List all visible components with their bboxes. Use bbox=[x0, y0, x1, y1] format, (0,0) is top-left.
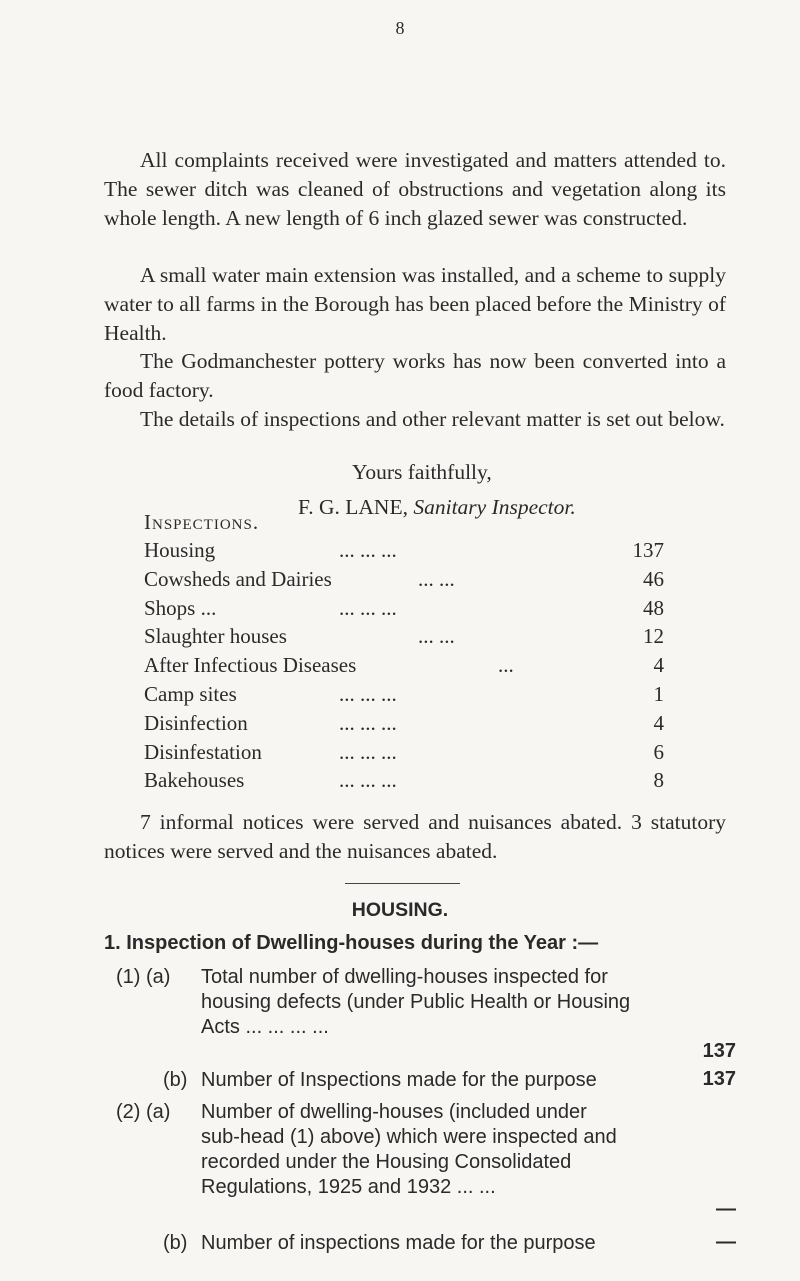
leader-dots: ... ... bbox=[418, 566, 455, 591]
inspection-label: Slaughter houses bbox=[144, 624, 287, 649]
housing-item-1a-value: 137 bbox=[702, 1040, 736, 1062]
leader-dots: ... ... ... bbox=[339, 538, 397, 562]
section-divider bbox=[345, 883, 460, 884]
housing-item-1b-number: (b) bbox=[163, 1069, 188, 1091]
inspection-value: 8 bbox=[653, 768, 664, 793]
inspection-value: 4 bbox=[653, 653, 664, 678]
housing-item-1b-value: 137 bbox=[702, 1068, 736, 1090]
inspection-value: 46 bbox=[643, 566, 664, 591]
leader-dots: ... ... ... bbox=[339, 710, 397, 735]
housing-item-2a-text: Number of dwelling-houses (included under sub-head (1) above) which were inspected and recorded under the Housing Consolidated Regulations, 1925 and 1932 ... ... bbox=[201, 1101, 617, 1198]
signature bbox=[298, 495, 576, 520]
page-number: 8 bbox=[395, 18, 405, 38]
inspection-label: Housing bbox=[144, 538, 216, 562]
housing-item-1a-text: Total number of dwelling-houses inspected for housing defects (under Public Health or Housing Acts ... ... ... ... bbox=[201, 966, 631, 1038]
housing-item-2b-value: — bbox=[716, 1231, 736, 1253]
inspection-row bbox=[144, 624, 664, 653]
inspection-label: Camp sites bbox=[144, 681, 237, 706]
paragraph-pottery-works: The Godmanchester pottery works has now been converted into a food factory. bbox=[104, 349, 726, 402]
inspection-row bbox=[144, 768, 664, 797]
inspection-label: Disinfestation bbox=[144, 739, 262, 764]
leader-dots: ... bbox=[498, 653, 514, 678]
paragraph-complaints: All complaints received were investigated and matters attended to. The sewer ditch was cleaned of obstructions and vegetation along its whole length. A new length of 6 inch glazed sewer was constructed. bbox=[104, 148, 726, 230]
leader-dots: ... ... ... bbox=[339, 768, 397, 793]
paragraph-water-main: A small water main extension was installed, and a scheme to supply water to all farms in the Borough has been placed before the Ministry of Health. bbox=[104, 263, 726, 345]
inspection-label: Disinfection bbox=[144, 710, 248, 735]
inspection-label: Cowsheds and Dairies bbox=[144, 566, 332, 591]
housing-section-1-heading: 1. Inspection of Dwelling-houses during the Year :— bbox=[104, 932, 599, 954]
leader-dots: ... ... ... bbox=[339, 739, 397, 764]
inspection-value: 48 bbox=[643, 595, 664, 620]
inspection-row bbox=[144, 682, 664, 711]
inspection-row bbox=[144, 711, 664, 740]
signature-name: F. G. LANE, bbox=[298, 495, 408, 519]
inspection-row bbox=[144, 538, 664, 567]
housing-item-2a-value: — bbox=[716, 1198, 736, 1220]
housing-item-1b-text: Number of Inspections made for the purpose bbox=[201, 1069, 597, 1091]
inspection-value: 1 bbox=[653, 681, 664, 706]
inspection-row bbox=[144, 653, 664, 682]
inspection-value: 6 bbox=[653, 739, 664, 764]
housing-heading: HOUSING. bbox=[351, 899, 449, 921]
inspections-table bbox=[144, 538, 664, 797]
document-page: 8 All complaints received were investigated and matters attended to. The sewer ditch was cleaned of obstructions and vegetation along its whole length. A new length of 6 inch glazed sewer was constructed. A small water main extension was installed, and a scheme to supply water to all farms in the Borough has been placed before the Ministry of Health. The Godmanchester pottery works has now been converted into a food factory. The details of inspections and other relevant matter is set out below. Yours faithfully, F. G. LANE, Sanitary Inspector. Inspections. Housing ... ... ... 137 Cowsheds and Dairies ... ... 46 Shops ... ... ... ... 48 Slaughter houses ... ... 12 After Infectious Diseases ... 4 Camp sites ... ... ... 1 Disinfection ... ... ... 4 Disinfestation ... ... ... 6 Bakehouses ... ... ... 8 7 informal notices were served and nuisances abated. 3 statutory notices were served and the nuisances abated. HOUSING. 1. Inspection of Dwelling-houses during the Year :— (1) (a) Total number of dwelling-houses inspected for housing defects (under Public Health or Housing Acts ... ... ... ... 137 (b) Number of Inspections made for the purpose 137 (2) (a) Number of dwelling-houses (included under sub-head (1) above) which were inspected and recorded under the Housing Consolidated Regulations, 1925 and 1932 ... ... — (b) Number of inspections made for the purpose — bbox=[0, 0, 800, 1281]
inspection-row bbox=[144, 740, 664, 769]
inspection-value: 137 bbox=[632, 538, 664, 562]
inspection-value: 12 bbox=[643, 624, 664, 649]
housing-item-2b-number: (b) bbox=[163, 1232, 188, 1254]
leader-dots: ... ... ... bbox=[339, 681, 397, 706]
inspection-label: Shops ... bbox=[144, 595, 217, 620]
paragraph-notices: 7 informal notices were served and nuisances abated. 3 statutory notices were served and the nuisances abated. bbox=[104, 810, 726, 863]
inspection-row bbox=[144, 596, 664, 625]
leader-dots: ... ... ... bbox=[339, 595, 397, 620]
paragraph-details: The details of inspections and other relevant matter is set out below. bbox=[140, 407, 725, 431]
inspection-row bbox=[144, 567, 664, 596]
housing-item-2a-number: (2) (a) bbox=[116, 1101, 171, 1123]
signature-title: Sanitary Inspector. bbox=[413, 495, 576, 519]
closing-line: Yours faithfully, bbox=[352, 460, 492, 484]
inspections-heading: Inspections. bbox=[144, 510, 260, 534]
inspection-label: After Infectious Diseases bbox=[144, 653, 357, 678]
housing-item-2b-text: Number of inspections made for the purpose bbox=[201, 1232, 596, 1254]
inspection-value: 4 bbox=[653, 710, 664, 735]
inspection-label: Bakehouses bbox=[144, 768, 245, 793]
leader-dots: ... ... bbox=[418, 624, 455, 649]
